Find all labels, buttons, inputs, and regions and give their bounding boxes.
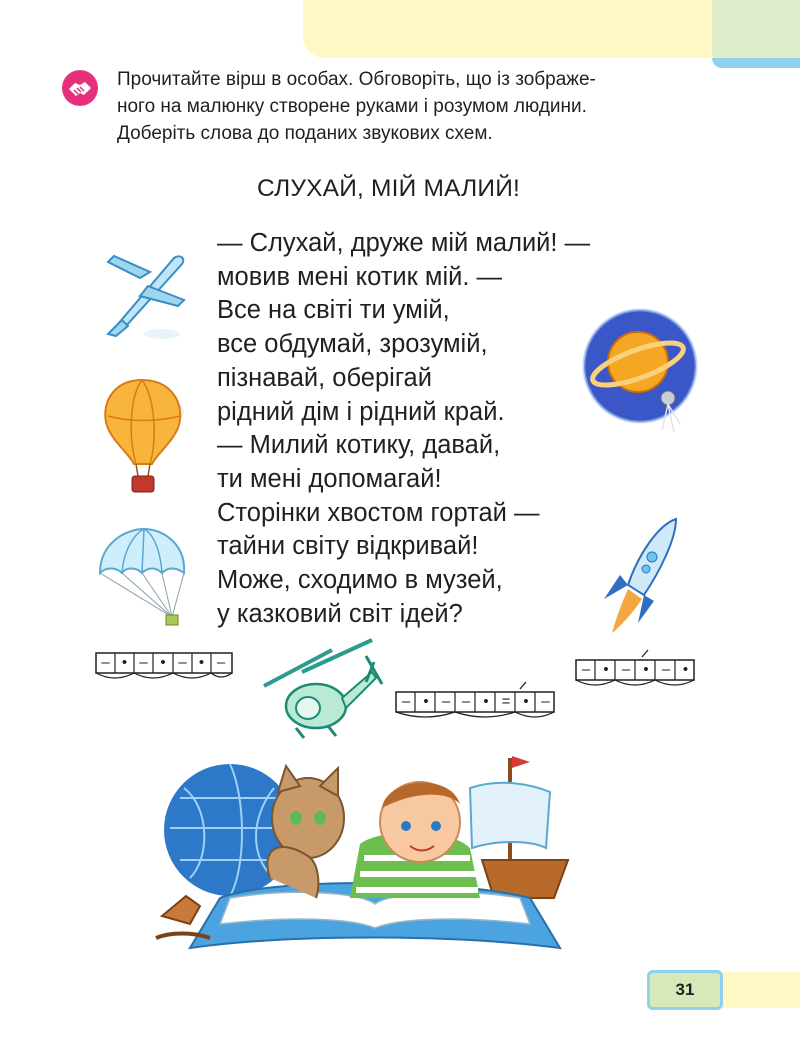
airplane-image	[104, 252, 188, 340]
scheme-sound: •	[423, 693, 429, 710]
scheme-sound: •	[523, 693, 529, 710]
scheme-sound: –	[139, 654, 148, 671]
scheme-sound: •	[483, 693, 489, 710]
scheme-sound: –	[661, 661, 671, 678]
sound-scheme-2	[395, 690, 557, 729]
poem-line: рідний дім і рідний край.	[217, 397, 505, 426]
scheme-sound: –	[101, 654, 110, 671]
poem-line: Сторінки хвостом гортай —	[217, 498, 540, 527]
scheme-sound: •	[198, 654, 205, 671]
task-line: Доберіть слова до поданих звукових схем.	[117, 123, 493, 144]
rocket-image	[598, 515, 684, 643]
poem-line: пізнавай, оберігай	[217, 363, 432, 392]
scheme-sound: –	[441, 693, 451, 710]
scheme-sound: –	[541, 693, 550, 710]
scheme-sound: •	[121, 654, 128, 671]
scheme-sound: •	[682, 661, 689, 678]
stress-mark	[517, 680, 529, 690]
hot-air-balloon-image	[100, 376, 186, 500]
planet-satellite-image	[582, 304, 702, 444]
poem-line: тайни світу відкривай!	[217, 532, 479, 561]
poem-line: все обдумай, зрозумій,	[217, 330, 488, 359]
scheme-sound: •	[643, 661, 649, 678]
top-decor-line	[712, 58, 800, 68]
scheme-sound: –	[461, 693, 471, 710]
sound-scheme-3	[575, 658, 697, 697]
handshake-icon	[62, 70, 98, 106]
poem-line: — Слухай, друже мій малий! —	[217, 229, 591, 257]
poem-line: мовив мені котик мій. —	[217, 262, 503, 291]
scheme-sound: •	[603, 661, 609, 678]
page-number: 31	[647, 970, 723, 1010]
poem-line: — Милий котику, давай,	[217, 431, 501, 460]
poem-line: ти мені допомагай!	[217, 464, 442, 493]
boy-cat-book-image	[150, 748, 590, 968]
scheme-sound: –	[581, 661, 591, 678]
helicopter-image	[262, 636, 386, 742]
scheme-sound: –	[621, 661, 631, 678]
poem-title: СЛУХАЙ, МІЙ МАЛИЙ!	[257, 175, 521, 202]
sound-scheme-1	[95, 651, 235, 690]
top-decor-tab	[712, 0, 800, 62]
parachute-image	[96, 527, 188, 631]
poem-text	[217, 227, 590, 631]
scheme-sound: –	[216, 654, 226, 671]
poem-line: Все на світі ти умій,	[217, 296, 450, 325]
scheme-sound: –	[178, 654, 187, 671]
scheme-sound: •	[160, 654, 166, 671]
scheme-sound: =	[501, 693, 511, 710]
task-instructions	[117, 66, 707, 147]
task-line: ного на малюнку створене руками і розумом людини.	[117, 96, 587, 117]
poem-line: у казковий світ ідей?	[217, 599, 463, 628]
scheme-sound: –	[401, 693, 411, 710]
task-line: Прочитайте вірш в особах. Обговоріть, що із зображе-	[117, 69, 596, 90]
poem-line: Може, сходимо в музей,	[217, 566, 503, 595]
stress-mark	[639, 648, 651, 658]
